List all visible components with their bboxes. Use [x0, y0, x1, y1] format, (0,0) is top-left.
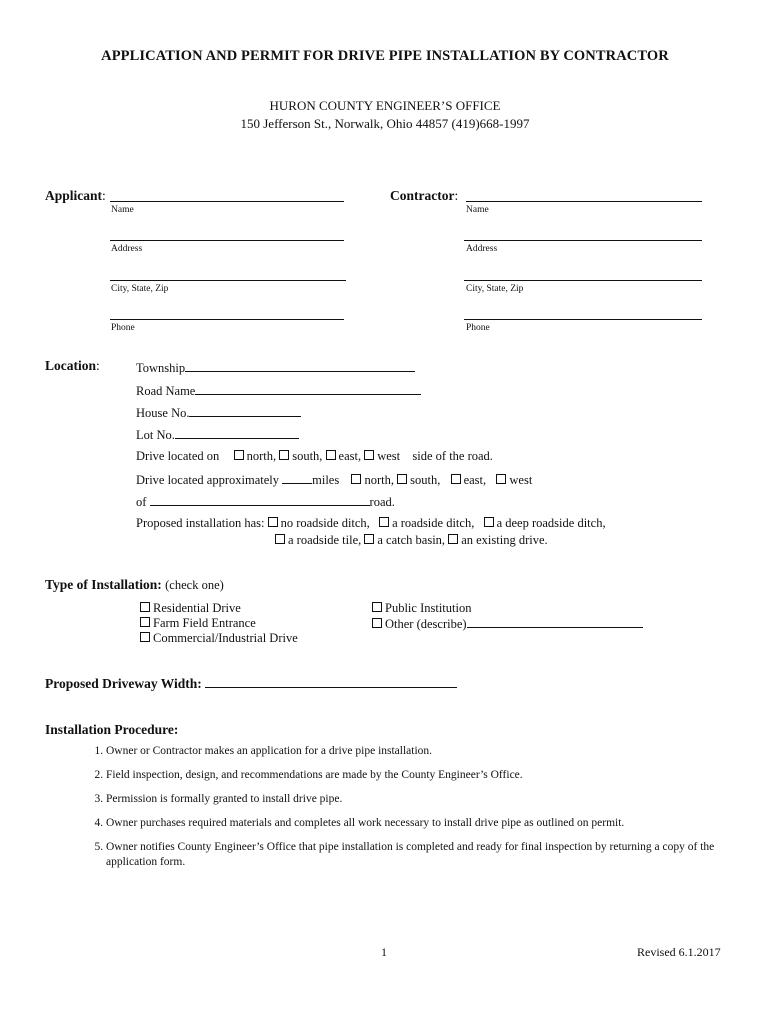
residential-option: [140, 601, 241, 616]
installation-type-label: Type of Installation:: [45, 577, 162, 592]
existing-drive-checkbox[interactable]: [448, 534, 458, 544]
catch-basin-label: a catch basin,: [377, 533, 446, 547]
township-label: Township: [136, 361, 186, 375]
contractor-name-field[interactable]: [466, 201, 702, 202]
no-ditch-label: no roadside ditch,: [280, 516, 370, 530]
north-label: north,: [246, 449, 277, 463]
deep-ditch-checkbox[interactable]: [484, 517, 494, 527]
of-road-field[interactable]: [150, 494, 370, 506]
road-name-row: [136, 383, 421, 399]
road-label: road.: [369, 495, 395, 509]
applicant-address-caption: Address: [111, 244, 143, 254]
driveway-width-label: Proposed Driveway Width:: [45, 676, 202, 691]
side-of-road-label: side of the road.: [412, 449, 493, 463]
procedure-step: 2. Field inspection, design, and recommendations are made by the County Engineer’s Office.: [106, 768, 746, 783]
approx-east-label: east,: [463, 473, 487, 487]
roadside-ditch-label: a roadside ditch,: [392, 516, 475, 530]
contractor-address-caption: Address: [466, 244, 498, 254]
existing-drive-label: an existing drive.: [461, 533, 548, 547]
house-no-row: [136, 405, 301, 421]
township-field[interactable]: [185, 360, 415, 372]
procedure-list: [84, 744, 746, 879]
applicant-heading: [45, 188, 106, 204]
applicant-phone-field[interactable]: [110, 319, 344, 320]
farm-label: Farm Field Entrance: [153, 616, 256, 630]
approx-west-checkbox[interactable]: [496, 474, 506, 484]
miles-label: miles: [312, 473, 340, 487]
approx-north-checkbox[interactable]: [351, 474, 361, 484]
drive-located-label: Drive located on: [136, 449, 220, 463]
installation-type-heading: [45, 577, 224, 593]
office-name: HURON COUNTY ENGINEER’S OFFICE: [269, 98, 501, 113]
applicant-name-field[interactable]: [110, 201, 344, 202]
farm-option: [140, 616, 256, 631]
drive-approx-row: [136, 472, 532, 488]
no-ditch-checkbox[interactable]: [268, 517, 278, 527]
driveway-width-row: [45, 676, 457, 692]
east-label: east,: [338, 449, 362, 463]
roadside-tile-checkbox[interactable]: [275, 534, 285, 544]
drive-approx-label: Drive located approximately: [136, 473, 279, 487]
public-checkbox[interactable]: [372, 602, 382, 612]
installation-type-hint: (check one): [165, 578, 224, 592]
west-checkbox[interactable]: [364, 450, 374, 460]
contractor-heading: [390, 188, 458, 204]
proposed-label: Proposed installation has:: [136, 516, 265, 530]
north-checkbox[interactable]: [234, 450, 244, 460]
other-option: [372, 616, 643, 632]
applicant-address-field[interactable]: [110, 240, 344, 241]
revised-date: Revised 6.1.2017: [637, 945, 721, 959]
contractor-phone-caption: Phone: [466, 323, 490, 333]
residential-checkbox[interactable]: [140, 602, 150, 612]
residential-label: Residential Drive: [153, 601, 241, 615]
lot-no-row: [136, 427, 299, 443]
contractor-colon: :: [454, 188, 459, 203]
other-label: Other (describe): [385, 617, 467, 631]
applicant-phone-caption: Phone: [111, 323, 135, 333]
approx-west-label: west: [509, 473, 533, 487]
of-label: of: [136, 495, 147, 509]
procedure-step: 3. Permission is formally granted to install drive pipe.: [106, 792, 746, 807]
page-number: 1: [381, 945, 387, 959]
lot-no-field[interactable]: [175, 427, 299, 439]
location-label: Location: [45, 358, 97, 373]
contractor-city-caption: City, State, Zip: [466, 284, 524, 294]
roadside-tile-label: a roadside tile,: [288, 533, 362, 547]
applicant-colon: :: [102, 188, 106, 203]
procedure-step: 5. Owner notifies County Engineer’s Office that pipe installation is completed and ready for final inspection by returning a copy of the application form.: [106, 840, 746, 870]
driveway-width-field[interactable]: [205, 676, 457, 688]
procedure-heading: Installation Procedure:: [45, 722, 179, 737]
contractor-phone-field[interactable]: [464, 319, 702, 320]
commercial-checkbox[interactable]: [140, 632, 150, 642]
contractor-city-field[interactable]: [464, 280, 702, 281]
office-address: 150 Jefferson St., Norwalk, Ohio 44857 (419)668-1997: [240, 116, 530, 131]
applicant-city-caption: City, State, Zip: [111, 284, 169, 294]
of-road-row: [136, 494, 395, 510]
township-row: [136, 360, 415, 376]
public-option: [372, 601, 471, 616]
contractor-label: Contractor: [390, 188, 455, 203]
approx-north-label: north,: [364, 473, 394, 487]
west-label: west: [377, 449, 401, 463]
east-checkbox[interactable]: [326, 450, 336, 460]
proposed-row: [136, 516, 606, 531]
road-name-field[interactable]: [195, 383, 421, 395]
south-checkbox[interactable]: [279, 450, 289, 460]
approx-south-checkbox[interactable]: [397, 474, 407, 484]
applicant-label: Applicant: [45, 188, 103, 203]
approx-east-checkbox[interactable]: [451, 474, 461, 484]
miles-field[interactable]: [282, 472, 312, 484]
commercial-label: Commercial/Industrial Drive: [153, 631, 298, 645]
procedure-step: 1. Owner or Contractor makes an application for a drive pipe installation.: [106, 744, 746, 759]
catch-basin-checkbox[interactable]: [364, 534, 374, 544]
approx-south-label: south,: [410, 473, 441, 487]
commercial-option: [140, 631, 298, 646]
drive-located-row: [136, 449, 493, 464]
house-no-label: House No.: [136, 406, 190, 420]
other-describe-field[interactable]: [467, 616, 643, 628]
house-no-field[interactable]: [189, 405, 301, 417]
other-checkbox[interactable]: [372, 618, 382, 628]
public-label: Public Institution: [385, 601, 472, 615]
farm-checkbox[interactable]: [140, 617, 150, 627]
procedure-step: 4. Owner purchases required materials and completes all work necessary to install drive pipe as outlined on permit.: [106, 816, 746, 831]
proposed-row-2: [275, 533, 548, 548]
applicant-city-field[interactable]: [110, 280, 346, 281]
road-name-label: Road Name: [136, 384, 196, 398]
south-label: south,: [292, 449, 323, 463]
contractor-address-field[interactable]: [464, 240, 702, 241]
lot-no-label: Lot No.: [136, 428, 175, 442]
location-colon: :: [96, 358, 100, 373]
location-heading: [45, 358, 100, 374]
roadside-ditch-checkbox[interactable]: [379, 517, 389, 527]
page-title: APPLICATION AND PERMIT FOR DRIVE PIPE INSTALLATION BY CONTRACTOR: [101, 48, 669, 64]
contractor-name-caption: Name: [466, 205, 489, 215]
applicant-name-caption: Name: [111, 205, 134, 215]
deep-ditch-label: a deep roadside ditch,: [496, 516, 606, 530]
